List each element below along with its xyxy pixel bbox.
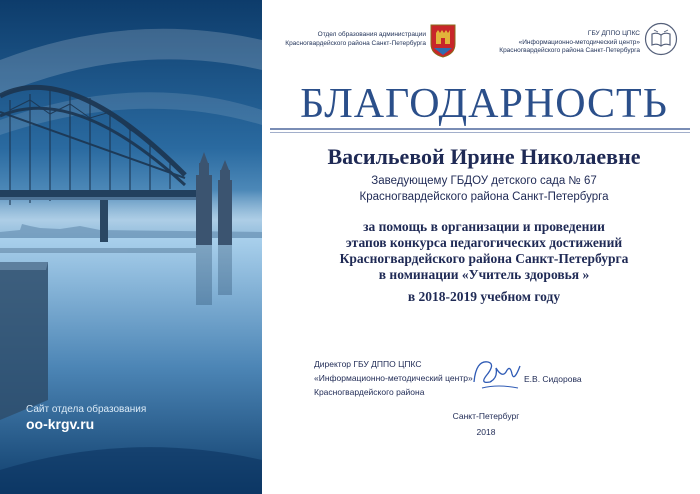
header-left-org bbox=[268, 30, 426, 48]
gratitude-reason bbox=[268, 219, 700, 283]
bridge-artwork-panel bbox=[0, 0, 262, 494]
header-right-line: Красногвардейского района Санкт-Петербурга bbox=[499, 47, 640, 54]
header-right-line: «Информационно-методический центр» bbox=[518, 38, 640, 46]
header-right-line: ГБУ ДППО ЦПКС bbox=[587, 30, 640, 37]
reason-line: в номинации «Учитель здоровья » bbox=[378, 267, 590, 282]
signature-line: «Информационно-методический центр» bbox=[314, 373, 473, 383]
document-title: БЛАГОДАРНОСТЬ bbox=[300, 81, 668, 127]
header-left-line: Отдел образования администрации bbox=[317, 31, 426, 38]
city: Санкт-Петербург bbox=[452, 411, 520, 421]
recipient-position-line: Красногвардейского района Санкт-Петербурга bbox=[359, 191, 609, 203]
signature-line: Красногвардейского района bbox=[314, 387, 425, 397]
reason-line: за помощь в организации и проведении bbox=[363, 219, 605, 234]
book-logo-icon bbox=[644, 22, 678, 56]
recipient-name: Васильевой Ирине Николаевне bbox=[327, 144, 641, 169]
recipient-position bbox=[268, 173, 700, 205]
title-underline-thin bbox=[270, 132, 690, 133]
recipient-position-line: Заведующему ГБДОУ детского сада № 67 bbox=[371, 175, 597, 187]
place-and-year bbox=[426, 408, 546, 440]
header-right-org bbox=[490, 30, 640, 56]
site-url: oo-krgv.ru bbox=[26, 416, 95, 432]
handwritten-signature-icon bbox=[468, 352, 524, 396]
academic-period: в 2018-2019 учебном году bbox=[407, 289, 561, 304]
signer-name: Е.В. Сидорова bbox=[524, 374, 582, 384]
header-left-line: Красногвардейского района Санкт-Петербурга bbox=[285, 40, 426, 47]
site-caption: Сайт отдела образования bbox=[26, 404, 147, 415]
signature-line: Директор ГБУ ДППО ЦПКС bbox=[314, 359, 422, 369]
year: 2018 bbox=[476, 427, 496, 437]
signature-block bbox=[314, 357, 473, 399]
reason-line: этапов конкурса педагогических достижений bbox=[345, 235, 623, 250]
title-underline bbox=[270, 128, 690, 130]
reason-line: Красногвардейского района Санкт-Петербурга bbox=[339, 251, 629, 266]
district-coat-of-arms-icon bbox=[430, 24, 456, 58]
